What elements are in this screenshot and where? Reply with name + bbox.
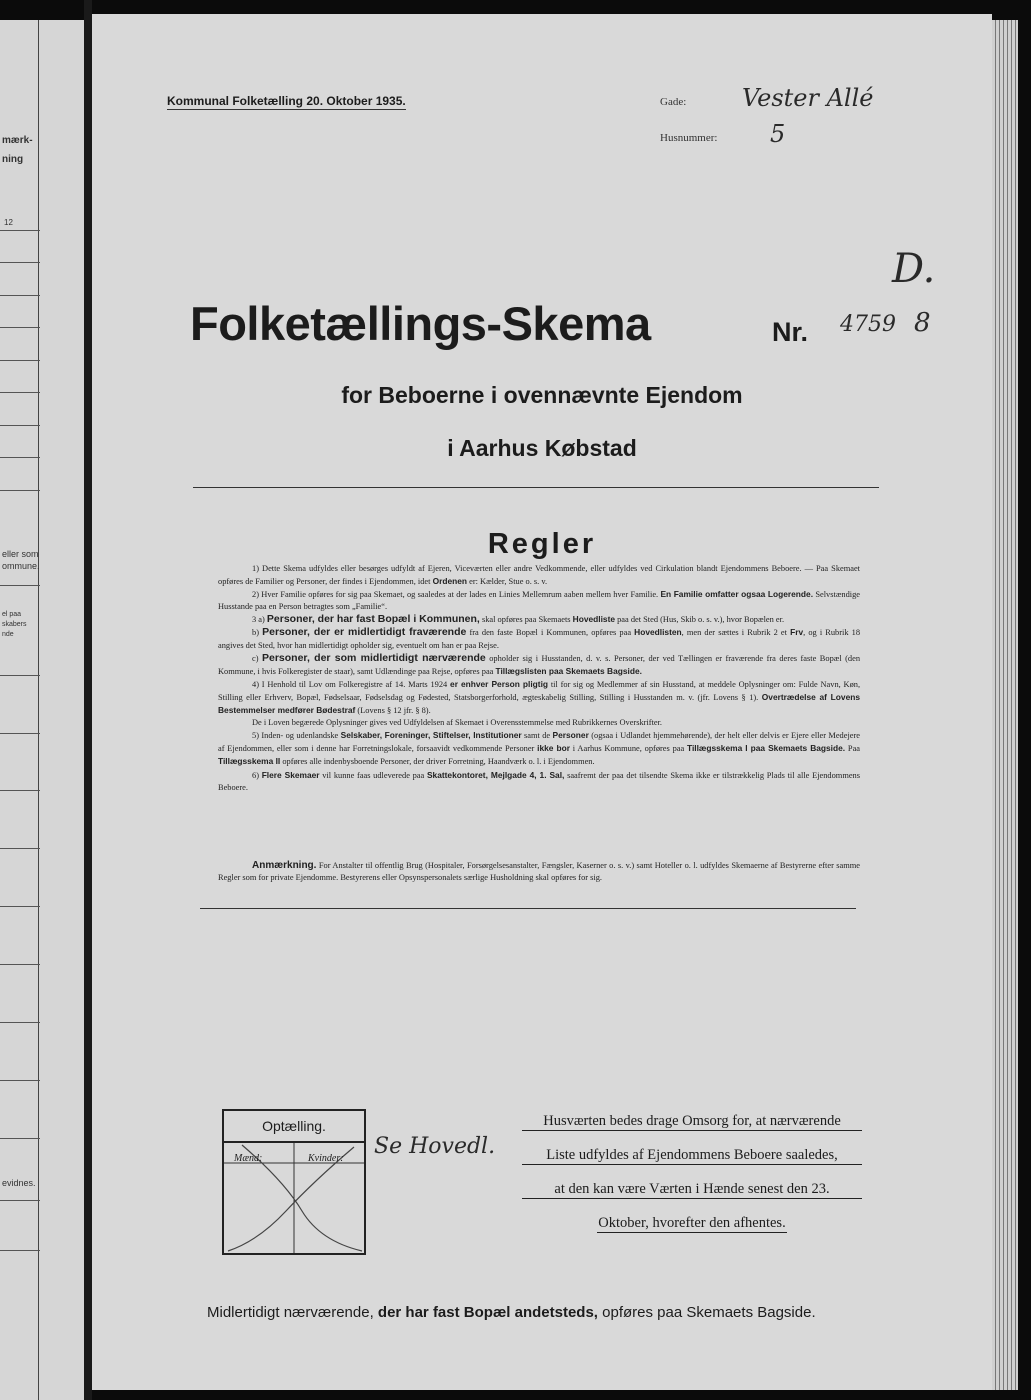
left-page-rule (0, 392, 40, 393)
left-page-rule (0, 360, 40, 361)
divider (200, 908, 856, 909)
left-page-rule (0, 425, 40, 426)
left-page-rule (0, 1022, 40, 1023)
left-page-rule (0, 230, 40, 231)
gade-label: Gade: (660, 96, 687, 108)
nr-value: 4759 (840, 312, 896, 337)
notice-line-4: Oktober, hvorefter den afhentes. (598, 1215, 786, 1231)
nr-suffix: 8 (914, 308, 931, 338)
left-page-rule (0, 675, 40, 676)
left-page-text: nde (2, 631, 14, 638)
left-page-rule (0, 1080, 40, 1081)
rule-4: 4) I Henhold til Lov om Folkeregistre af 14. Marts 1924 er enhver Person pligtig til for sig og Medlemmer af sin Husstand, at meddele Oplysninger om: Fulde Navn, Køn, Stilling eller Erhverv, Bopæl, Fødselsaar, Fødselsdag og Fødested, Statsborgerforhold, ægteskabelig Stilling, Stilling i Husstanden m. v. (jfr. Lovens § 1). Overtrædelse af Lovens Bestemmelser medfører Bødestraf (Lovens § 12 jfr. § 8). (218, 678, 861, 716)
rule-3b: b) Personer, der er midlertidigt fraværende fra den faste Bopæl i Kommunen, opføres paa Hovedlisten, men der sættes i Rubrik 2 et Frv, og i Rubrik 18 angives det Sted, hvor han midlertidigt opholder sig, eventuelt om han er paa Rejse. (218, 626, 861, 650)
notice-line-3: at den kan være Værten i Hænde senest den 23. (522, 1180, 862, 1199)
rule-5: 5) Inden- og udenlandske Selskaber, Foreninger, Stiftelser, Institutioner samt de Personer (ogsaa i Udlandet hjemmehørende), der helt eller delvis er Ejere eller Medejere af Ejendommen, eller som i denne har Forretningslokale, forsaavidt vedkommende Personer ikke bor i Aarhus Kommune, opføres paa Tillægsskema I paa Skemaets Bagside. Paa Tillægsskema II opføres alle indenbysboende Personer, der driver Forretning, Haandværk o. l. i Ejendommen. (218, 730, 861, 767)
left-page-text: mærk- (2, 135, 33, 146)
left-page-rule (38, 20, 39, 1400)
left-page-rule (0, 327, 40, 328)
handwritten-note: Se Hovedl. (374, 1134, 496, 1159)
gade-value: Vester Allé (742, 84, 874, 112)
left-page-text: evidnes. (2, 1178, 36, 1188)
census-form-page (92, 14, 992, 1390)
footer-text: Midlertidigt nærværende, (207, 1304, 374, 1321)
census-header: Kommunal Folketælling 20. Oktober 1935. (167, 94, 406, 108)
left-page-text: ning (2, 154, 24, 165)
left-page-rule (0, 848, 40, 849)
count-box (222, 1109, 366, 1255)
rule-3a: 3 a) Personer, der har fast Bopæl i Kommunen, skal opføres paa Skemaets Hovedliste paa det Sted (Hus, Skib o. s. v.), hvor Bopælen er. (252, 613, 785, 626)
husnummer-value: 5 (770, 120, 786, 148)
left-page-rule (0, 1138, 40, 1139)
rules-heading: Regler (487, 528, 597, 560)
rule-4b: De i Loven begærede Oplysninger gives ved Udfyldelsen af Skemaet i Overensstemmelse med Rubrikkernes Overskrifter. (252, 718, 663, 728)
left-page-rule (0, 295, 40, 296)
book-spine (84, 0, 92, 1400)
left-page-text: skabers (2, 621, 27, 628)
left-page-rule (0, 1200, 40, 1201)
footer-text: opføres paa Skemaets Bagside. (602, 1304, 816, 1321)
rule-2: 2) Hver Familie opføres for sig paa Skemaet, og saaledes at der lades en Linies Mellemrum aaben mellem hver Familie. En Familie omfatter ogsaa Logerende. Selvstændige Husstande paa en Person betragtes som „Familie“. (218, 589, 861, 612)
left-page-text: ommune. (2, 561, 40, 571)
anmaerkning-text: For Anstalter til offentlig Brug (Hospitaler, Forsørgelsesanstalter, Fængsler, Kaserner o. s. v.) samt Hoteller o. l. udfyldes Skemaerne af Bestyrerne efter samme Regler som for private Ejendomme. Bestyrerens eller Opsynspersonalets særlige Husholdning skal opføres for sig. (218, 861, 860, 883)
notice-line-1: Husværten bedes drage Omsorg for, at nærværende (522, 1112, 862, 1131)
rule-1: 1) Dette Skema udfyldes eller besørges udfyldt af Ejeren, Viceværten eller andre Vedkommende, eller udfyldes ved Cirkulation blandt Ejendommens Beboere. — Paa Skemaet opføres de Familier og Personer, der findes i Ejendommen, idet Ordenen er: Kælder, Stue o. s. v. (218, 564, 860, 587)
left-page-rule (0, 906, 40, 907)
divider (193, 487, 879, 488)
husnummer-label: Husnummer: (660, 132, 718, 144)
subtitle-2: i Aarhus Købstad (447, 435, 637, 461)
left-page-fragment (0, 20, 84, 1400)
left-page-rule (0, 733, 40, 734)
subtitle-1: for Beboerne i ovennævnte Ejendom (341, 382, 743, 408)
left-page-text: el paa (2, 611, 22, 618)
left-page-rule (0, 457, 40, 458)
left-page-rule (0, 490, 40, 491)
footer-note (207, 1304, 816, 1321)
anmaerkning (218, 860, 860, 884)
left-page-rule (0, 964, 40, 965)
anmaerkning-label: Anmærkning. (252, 860, 317, 871)
left-page-rule (0, 1250, 40, 1251)
count-title: Optælling. (224, 1111, 364, 1143)
left-page-rule (0, 262, 40, 263)
corner-mark: D. (892, 246, 936, 292)
kvinder-label: Kvinder: (308, 1153, 344, 1164)
left-page-rule (0, 790, 40, 791)
left-page-text: 12 (4, 218, 13, 227)
left-page-rule (0, 585, 40, 586)
nr-label: Nr. (772, 317, 809, 347)
rule-3c: c) Personer, der som midlertidigt nærværende opholder sig i Husstanden, d. v. s. Personer, der ved Tællingen er fraværende fra deres faste Bopæl (den Kommune, i hvis Folkeregister de staar), samt Udlændinge paa Rejse, opføres paa Tillægslisten paa Skemaets Bagside. (218, 651, 861, 676)
rule-6: 6) Flere Skemaer vil kunne faas udleverede paa Skattekontoret, Mejlgade 4, 1. Sal, saafremt der paa det tilsendte Skema ikke er tilstrækkelig Plads til alle Ejendommens Beboere. (218, 769, 860, 792)
page-edges (992, 20, 1018, 1390)
footer-bold: der har fast Bopæl andetsteds, (377, 1304, 598, 1321)
form-title: Folketællings-Skema (190, 297, 651, 350)
rules-text (218, 563, 860, 794)
notice-line-2: Liste udfyldes af Ejendommens Beboere saaledes, (522, 1146, 862, 1165)
maend-label: Mænd: (234, 1153, 263, 1164)
left-page-text: eller som (2, 549, 39, 559)
